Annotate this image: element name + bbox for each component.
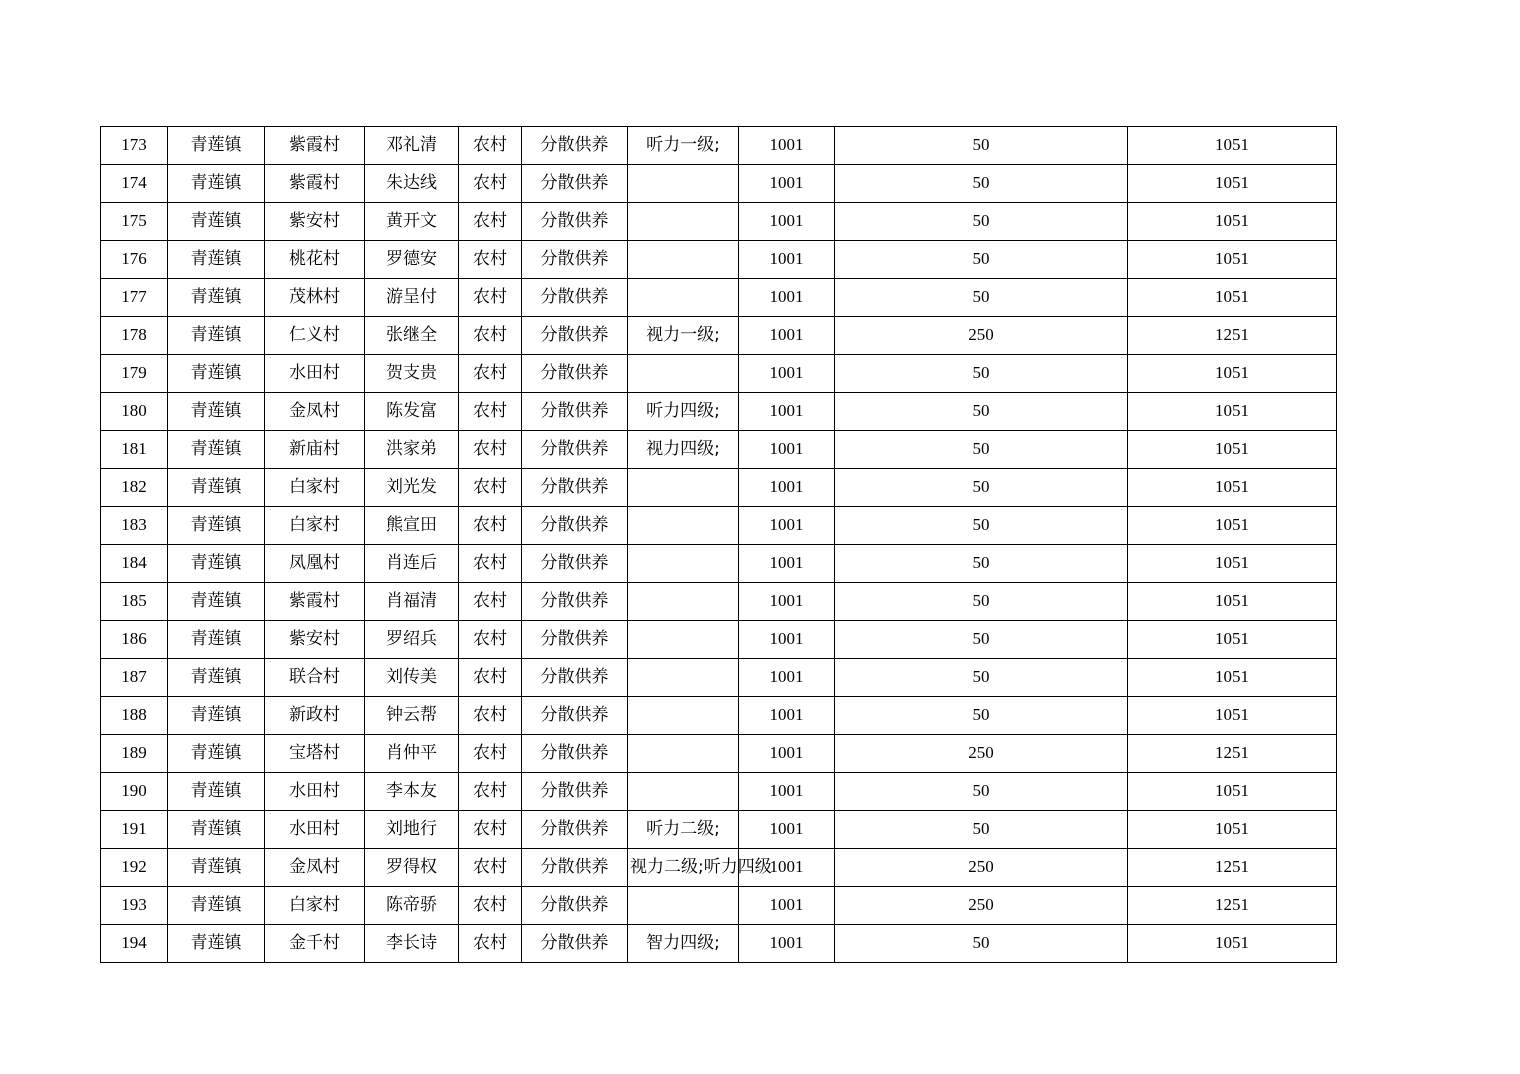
cell-support-mode: 分散供养: [522, 545, 628, 583]
cell-total: 1051: [1128, 165, 1337, 203]
cell-support-mode: 分散供养: [522, 469, 628, 507]
cell-village: 联合村: [265, 659, 365, 697]
cell-index: 179: [101, 355, 168, 393]
cell-household-type: 农村: [459, 697, 522, 735]
cell-support-mode: 分散供养: [522, 241, 628, 279]
cell-amount-a: 1001: [739, 431, 835, 469]
table-row: [101, 545, 1337, 583]
table-row: [101, 127, 1337, 165]
cell-total: 1051: [1128, 773, 1337, 811]
table-row: [101, 203, 1337, 241]
cell-name: 刘传美: [365, 659, 459, 697]
cell-household-type: 农村: [459, 583, 522, 621]
cell-town: 青莲镇: [168, 621, 265, 659]
cell-name: 贺支贵: [365, 355, 459, 393]
cell-household-type: 农村: [459, 545, 522, 583]
cell-town: 青莲镇: [168, 469, 265, 507]
cell-index: 187: [101, 659, 168, 697]
cell-amount-a: 1001: [739, 925, 835, 963]
cell-support-mode: 分散供养: [522, 507, 628, 545]
cell-amount-b: 250: [835, 887, 1128, 925]
cell-village: 茂林村: [265, 279, 365, 317]
cell-town: 青莲镇: [168, 165, 265, 203]
cell-total: 1051: [1128, 279, 1337, 317]
cell-village: 仁义村: [265, 317, 365, 355]
cell-name: 陈发富: [365, 393, 459, 431]
cell-index: 178: [101, 317, 168, 355]
cell-support-mode: 分散供养: [522, 355, 628, 393]
cell-amount-a: 1001: [739, 279, 835, 317]
cell-index: 182: [101, 469, 168, 507]
cell-name: 罗得权: [365, 849, 459, 887]
cell-town: 青莲镇: [168, 811, 265, 849]
cell-village: 白家村: [265, 887, 365, 925]
cell-household-type: 农村: [459, 659, 522, 697]
cell-town: 青莲镇: [168, 355, 265, 393]
cell-total: 1051: [1128, 697, 1337, 735]
table-row: [101, 393, 1337, 431]
cell-town: 青莲镇: [168, 849, 265, 887]
cell-town: 青莲镇: [168, 279, 265, 317]
cell-index: 183: [101, 507, 168, 545]
cell-name: 钟云帮: [365, 697, 459, 735]
cell-amount-a: 1001: [739, 355, 835, 393]
cell-total: 1051: [1128, 621, 1337, 659]
cell-village: 水田村: [265, 811, 365, 849]
table-row: [101, 317, 1337, 355]
cell-index: 180: [101, 393, 168, 431]
cell-disability-level: [628, 583, 739, 621]
cell-index: 193: [101, 887, 168, 925]
cell-disability-level: [628, 887, 739, 925]
cell-household-type: 农村: [459, 355, 522, 393]
cell-town: 青莲镇: [168, 925, 265, 963]
cell-amount-a: 1001: [739, 203, 835, 241]
cell-index: 181: [101, 431, 168, 469]
cell-support-mode: 分散供养: [522, 849, 628, 887]
cell-disability-level: [628, 165, 739, 203]
cell-disability-level: [628, 697, 739, 735]
cell-support-mode: 分散供养: [522, 925, 628, 963]
cell-town: 青莲镇: [168, 507, 265, 545]
cell-disability-level: [628, 545, 739, 583]
cell-disability-level: 听力一级;: [628, 127, 739, 165]
cell-disability-level: 视力四级;: [628, 431, 739, 469]
cell-name: 邓礼清: [365, 127, 459, 165]
cell-amount-a: 1001: [739, 393, 835, 431]
table-row: [101, 773, 1337, 811]
cell-village: 紫霞村: [265, 165, 365, 203]
cell-name: 熊宣田: [365, 507, 459, 545]
cell-amount-b: 50: [835, 811, 1128, 849]
table-row: [101, 355, 1337, 393]
table-row: [101, 849, 1337, 887]
cell-disability-level: 听力二级;: [628, 811, 739, 849]
cell-town: 青莲镇: [168, 773, 265, 811]
cell-support-mode: 分散供养: [522, 127, 628, 165]
cell-household-type: 农村: [459, 393, 522, 431]
cell-name: 罗德安: [365, 241, 459, 279]
cell-amount-b: 50: [835, 127, 1128, 165]
cell-index: 175: [101, 203, 168, 241]
cell-name: 张继全: [365, 317, 459, 355]
cell-village: 紫安村: [265, 203, 365, 241]
table-body: [101, 127, 1337, 963]
cell-town: 青莲镇: [168, 241, 265, 279]
cell-total: 1251: [1128, 317, 1337, 355]
cell-index: 190: [101, 773, 168, 811]
cell-support-mode: 分散供养: [522, 393, 628, 431]
cell-disability-level: [628, 621, 739, 659]
cell-disability-level: [628, 507, 739, 545]
beneficiary-table: [100, 126, 1337, 963]
cell-total: 1051: [1128, 355, 1337, 393]
cell-name: 肖福清: [365, 583, 459, 621]
cell-total: 1051: [1128, 127, 1337, 165]
cell-amount-a: 1001: [739, 773, 835, 811]
cell-amount-a: 1001: [739, 165, 835, 203]
cell-total: 1051: [1128, 659, 1337, 697]
cell-household-type: 农村: [459, 469, 522, 507]
cell-support-mode: 分散供养: [522, 431, 628, 469]
cell-total: 1051: [1128, 583, 1337, 621]
cell-support-mode: 分散供养: [522, 203, 628, 241]
cell-town: 青莲镇: [168, 735, 265, 773]
cell-amount-b: 250: [835, 735, 1128, 773]
cell-disability-level: [628, 773, 739, 811]
cell-name: 刘光发: [365, 469, 459, 507]
cell-name: 肖仲平: [365, 735, 459, 773]
cell-village: 金千村: [265, 925, 365, 963]
cell-household-type: 农村: [459, 773, 522, 811]
table-row: [101, 697, 1337, 735]
cell-amount-b: 50: [835, 583, 1128, 621]
cell-total: 1051: [1128, 507, 1337, 545]
cell-amount-b: 50: [835, 203, 1128, 241]
cell-amount-b: 50: [835, 279, 1128, 317]
cell-disability-level: [628, 659, 739, 697]
table-row: [101, 469, 1337, 507]
cell-amount-a: 1001: [739, 887, 835, 925]
cell-amount-b: 50: [835, 469, 1128, 507]
cell-household-type: 农村: [459, 621, 522, 659]
cell-amount-a: 1001: [739, 849, 835, 887]
cell-town: 青莲镇: [168, 393, 265, 431]
cell-amount-b: 50: [835, 393, 1128, 431]
cell-index: 186: [101, 621, 168, 659]
cell-household-type: 农村: [459, 735, 522, 773]
cell-household-type: 农村: [459, 241, 522, 279]
cell-village: 紫霞村: [265, 583, 365, 621]
cell-village: 水田村: [265, 773, 365, 811]
cell-name: 李本友: [365, 773, 459, 811]
cell-town: 青莲镇: [168, 431, 265, 469]
cell-town: 青莲镇: [168, 127, 265, 165]
cell-village: 紫霞村: [265, 127, 365, 165]
cell-index: 173: [101, 127, 168, 165]
cell-amount-b: 50: [835, 431, 1128, 469]
cell-household-type: 农村: [459, 849, 522, 887]
cell-support-mode: 分散供养: [522, 735, 628, 773]
cell-household-type: 农村: [459, 811, 522, 849]
cell-total: 1051: [1128, 241, 1337, 279]
cell-household-type: 农村: [459, 279, 522, 317]
cell-total: 1251: [1128, 887, 1337, 925]
cell-village: 宝塔村: [265, 735, 365, 773]
table-row: [101, 241, 1337, 279]
cell-name: 李长诗: [365, 925, 459, 963]
cell-name: 肖连后: [365, 545, 459, 583]
cell-amount-a: 1001: [739, 583, 835, 621]
cell-index: 174: [101, 165, 168, 203]
cell-name: 刘地行: [365, 811, 459, 849]
cell-name: 罗绍兵: [365, 621, 459, 659]
cell-household-type: 农村: [459, 507, 522, 545]
cell-name: 陈帝骄: [365, 887, 459, 925]
table-row: [101, 279, 1337, 317]
cell-disability-level: [628, 355, 739, 393]
table-row: [101, 165, 1337, 203]
cell-amount-b: 50: [835, 241, 1128, 279]
cell-town: 青莲镇: [168, 697, 265, 735]
cell-support-mode: 分散供养: [522, 697, 628, 735]
cell-support-mode: 分散供养: [522, 773, 628, 811]
cell-amount-a: 1001: [739, 241, 835, 279]
cell-town: 青莲镇: [168, 887, 265, 925]
cell-household-type: 农村: [459, 317, 522, 355]
cell-village: 白家村: [265, 507, 365, 545]
cell-amount-a: 1001: [739, 317, 835, 355]
cell-index: 185: [101, 583, 168, 621]
cell-village: 紫安村: [265, 621, 365, 659]
table-row: [101, 583, 1337, 621]
cell-amount-b: 250: [835, 849, 1128, 887]
cell-index: 188: [101, 697, 168, 735]
cell-disability-level: [628, 279, 739, 317]
cell-total: 1251: [1128, 735, 1337, 773]
cell-total: 1251: [1128, 849, 1337, 887]
cell-amount-b: 50: [835, 355, 1128, 393]
table-row: [101, 887, 1337, 925]
cell-amount-a: 1001: [739, 127, 835, 165]
cell-household-type: 农村: [459, 887, 522, 925]
cell-town: 青莲镇: [168, 659, 265, 697]
cell-total: 1051: [1128, 811, 1337, 849]
cell-amount-b: 50: [835, 659, 1128, 697]
cell-town: 青莲镇: [168, 583, 265, 621]
cell-household-type: 农村: [459, 431, 522, 469]
cell-support-mode: 分散供养: [522, 165, 628, 203]
cell-support-mode: 分散供养: [522, 621, 628, 659]
table-container: [100, 126, 1336, 963]
cell-amount-a: 1001: [739, 811, 835, 849]
cell-disability-level: 视力一级;: [628, 317, 739, 355]
cell-disability-level: [628, 241, 739, 279]
cell-name: 黄开文: [365, 203, 459, 241]
cell-amount-b: 50: [835, 773, 1128, 811]
table-row: [101, 507, 1337, 545]
cell-index: 176: [101, 241, 168, 279]
table-row: [101, 811, 1337, 849]
cell-amount-a: 1001: [739, 735, 835, 773]
cell-name: 游呈付: [365, 279, 459, 317]
cell-support-mode: 分散供养: [522, 279, 628, 317]
cell-disability-level: 视力二级;听力四级: [628, 849, 739, 887]
cell-village: 白家村: [265, 469, 365, 507]
cell-household-type: 农村: [459, 925, 522, 963]
cell-household-type: 农村: [459, 165, 522, 203]
cell-index: 192: [101, 849, 168, 887]
cell-village: 新政村: [265, 697, 365, 735]
cell-town: 青莲镇: [168, 203, 265, 241]
table-row: [101, 925, 1337, 963]
cell-disability-level: [628, 203, 739, 241]
table-row: [101, 431, 1337, 469]
cell-amount-b: 50: [835, 165, 1128, 203]
cell-index: 177: [101, 279, 168, 317]
cell-amount-b: 50: [835, 925, 1128, 963]
cell-village: 金凤村: [265, 393, 365, 431]
cell-amount-b: 50: [835, 697, 1128, 735]
cell-household-type: 农村: [459, 127, 522, 165]
table-row: [101, 659, 1337, 697]
cell-amount-b: 50: [835, 545, 1128, 583]
cell-amount-b: 50: [835, 621, 1128, 659]
cell-village: 金凤村: [265, 849, 365, 887]
cell-total: 1051: [1128, 545, 1337, 583]
cell-town: 青莲镇: [168, 317, 265, 355]
cell-amount-a: 1001: [739, 507, 835, 545]
cell-village: 水田村: [265, 355, 365, 393]
cell-disability-level: [628, 735, 739, 773]
cell-amount-b: 250: [835, 317, 1128, 355]
cell-town: 青莲镇: [168, 545, 265, 583]
cell-amount-a: 1001: [739, 469, 835, 507]
cell-total: 1051: [1128, 431, 1337, 469]
cell-disability-level: 听力四级;: [628, 393, 739, 431]
cell-total: 1051: [1128, 393, 1337, 431]
cell-total: 1051: [1128, 469, 1337, 507]
cell-name: 洪家弟: [365, 431, 459, 469]
cell-name: 朱达线: [365, 165, 459, 203]
cell-index: 191: [101, 811, 168, 849]
cell-amount-a: 1001: [739, 659, 835, 697]
cell-index: 189: [101, 735, 168, 773]
cell-support-mode: 分散供养: [522, 659, 628, 697]
cell-total: 1051: [1128, 203, 1337, 241]
cell-amount-b: 50: [835, 507, 1128, 545]
cell-disability-level: 智力四级;: [628, 925, 739, 963]
cell-support-mode: 分散供养: [522, 583, 628, 621]
cell-index: 184: [101, 545, 168, 583]
cell-total: 1051: [1128, 925, 1337, 963]
cell-village: 凤凰村: [265, 545, 365, 583]
cell-support-mode: 分散供养: [522, 317, 628, 355]
cell-amount-a: 1001: [739, 545, 835, 583]
table-row: [101, 735, 1337, 773]
cell-support-mode: 分散供养: [522, 887, 628, 925]
cell-disability-level: [628, 469, 739, 507]
cell-household-type: 农村: [459, 203, 522, 241]
cell-village: 新庙村: [265, 431, 365, 469]
cell-amount-a: 1001: [739, 621, 835, 659]
cell-village: 桃花村: [265, 241, 365, 279]
table-row: [101, 621, 1337, 659]
cell-index: 194: [101, 925, 168, 963]
cell-support-mode: 分散供养: [522, 811, 628, 849]
cell-amount-a: 1001: [739, 697, 835, 735]
